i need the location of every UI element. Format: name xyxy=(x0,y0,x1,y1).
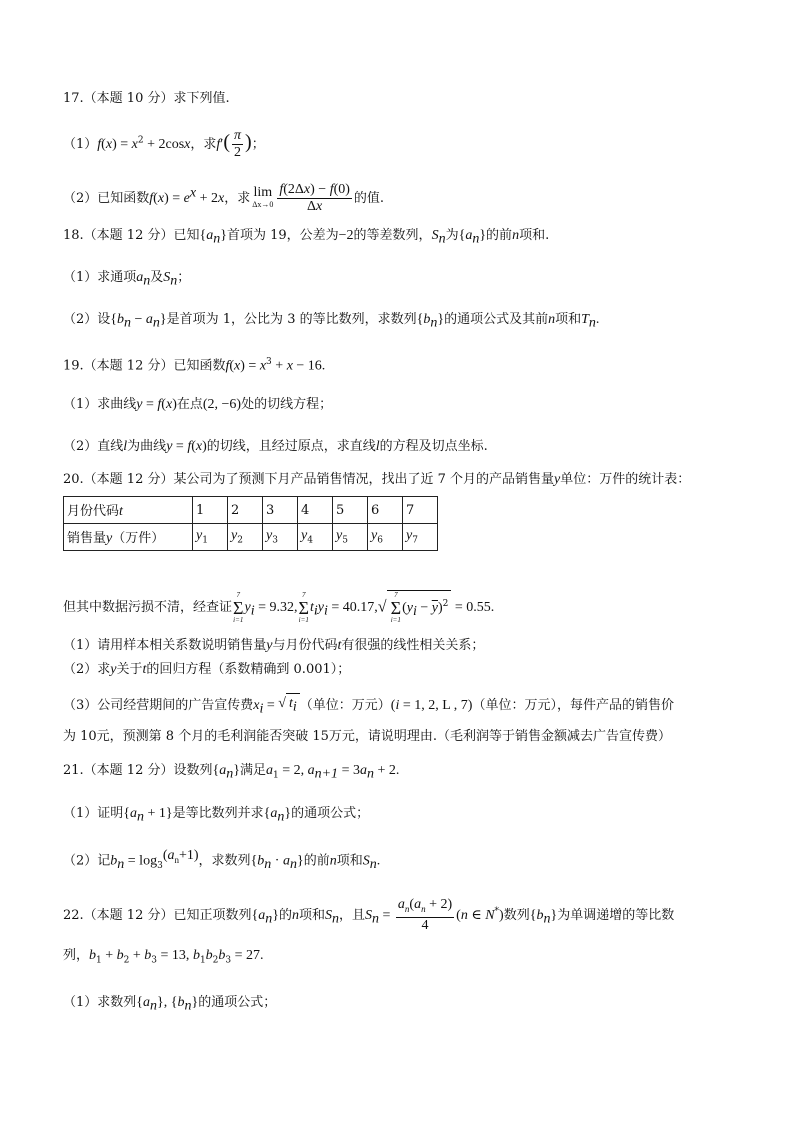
sales-table xyxy=(63,496,438,551)
table-cell: 7 xyxy=(403,497,438,524)
q18-part2: （2）设$\{b_n - a_n\}$是首项为 1，公比为 3 的等比数列，求数列$\{b_n\}$的通项公式及其前n项和$T_n$. xyxy=(63,312,600,331)
q19-part1: （1）求曲线y = f(x)在点(2, −6)处的切线方程； xyxy=(63,397,333,412)
table-cell: $y_7$ xyxy=(403,524,438,551)
table-cell: 6 xyxy=(368,497,403,524)
q21-part1: （1）证明$\{a_n + 1\}$是等比数列并求$\{a_n\}$的通项公式； xyxy=(63,806,370,825)
q17-part1: $(1)f(x) = x^2 + 2\cos x$，求f′( $\frac{\pi}{2}$ )； xyxy=(63,128,265,160)
table-cell: $y_1$ xyxy=(193,524,228,551)
q18-part1: （1）求通项$a_n$及$S_n$； xyxy=(63,270,191,289)
table-cell: $y_5$ xyxy=(333,524,368,551)
table-cell: 3 xyxy=(263,497,298,524)
q20-part1: （1）请用样本相关系数说明销售量y与月份代码t有很强的线性相关关系； xyxy=(63,638,485,653)
table-cell: 5 xyxy=(333,497,368,524)
table-cell: $y_6$ xyxy=(368,524,403,551)
q22-title: 22.（本题 12 分）已知正项数列$\{a_n\}$的n项和$S_n$，且$S_n$ = $\frac{a_n(a_n + 2)}{4}$ (n ∈ N*)数列$\{b_n\}$为单调递增的等比数 xyxy=(63,897,675,933)
q18-title: 18.（本题 12 分）已知$\{a_n\}$首项为 19，公差为−2的等差数列，$S_n$为$\{a_n\}$的前n项和. xyxy=(63,228,550,247)
table-row xyxy=(64,497,438,524)
q19-title: 19.（本题 12 分）已知函数$f(x) = x^3 + x - 16$. xyxy=(63,357,326,374)
q21-title: 21.（本题 12 分）设数列$\{a_n\}$满足$a_1 = 2$, $a_{n+1} = 3a_n + 2$. xyxy=(63,763,400,782)
q21-part2: （2）记$b_n = \log_3^{(a_n+1)}$，求数列$\{b_n \cdot a_n\}$的前n项和$S_n$. xyxy=(63,848,381,872)
table-cell: $y_2$ xyxy=(228,524,263,551)
q19-part2: （2）直线l为曲线y = f(x)的切线，且经过原点，求直线l的方程及切点坐标. xyxy=(63,439,488,454)
q20-part3: （3）公司经营期间的广告宣传费$x_i$ = √ $t_i$ （单位：万元）(i = 1, 2, L , 7)（单位：万元），每件产品的销售价 xyxy=(63,693,674,719)
q22-title-cont: 列，$b_1 + b_2 + b_3 = 13$, $b_1b_2b_3 = 27$. xyxy=(63,948,264,966)
table-header-sales: 销售量y（万件） xyxy=(64,524,193,551)
table-cell: 1 xyxy=(193,497,228,524)
q22-part1: （1）求数列$\{a_n\}$, $\{b_n\}$的通项公式； xyxy=(63,995,277,1014)
table-cell: $y_3$ xyxy=(263,524,298,551)
q20-data-note: 但其中数据污损不清，经查证 7 Σ i=1 $y_i = 9.32$, 7 Σ i=1 $t_iy_i = 40.17,√$ 7 Σ i=1 $(y_i - \overline{y})^2 = 0.55$. xyxy=(63,590,495,624)
table-cell: $y_4$ xyxy=(298,524,333,551)
table-cell: 2 xyxy=(228,497,263,524)
table-header-month: 月份代码t xyxy=(64,497,193,524)
q17-title: 17.（本题 10 分）求下列值. xyxy=(63,91,230,106)
table-cell: 4 xyxy=(298,497,333,524)
q20-part3-cont: 为 10元，预测第 8 个月的毛利润能否突破 15万元，请说明理由.（毛利润等于销售金额减去广告宣传费） xyxy=(63,729,672,744)
table-row xyxy=(64,524,438,551)
q20-title: 20.（本题 12 分）某公司为了预测下月产品销售情况，找出了近 7 个月的产品销售量y单位：万件的统计表： xyxy=(63,472,691,487)
q20-part2: （2）求y关于t的回归方程（系数精确到 0.001）； xyxy=(63,662,351,677)
q17-part2: （2）已知函数$f(x) = e^x + 2x$，求 lim Δx→0 $\frac{f(2\Delta x) - f(0)}{\Delta x}$ 的值. xyxy=(63,182,385,214)
